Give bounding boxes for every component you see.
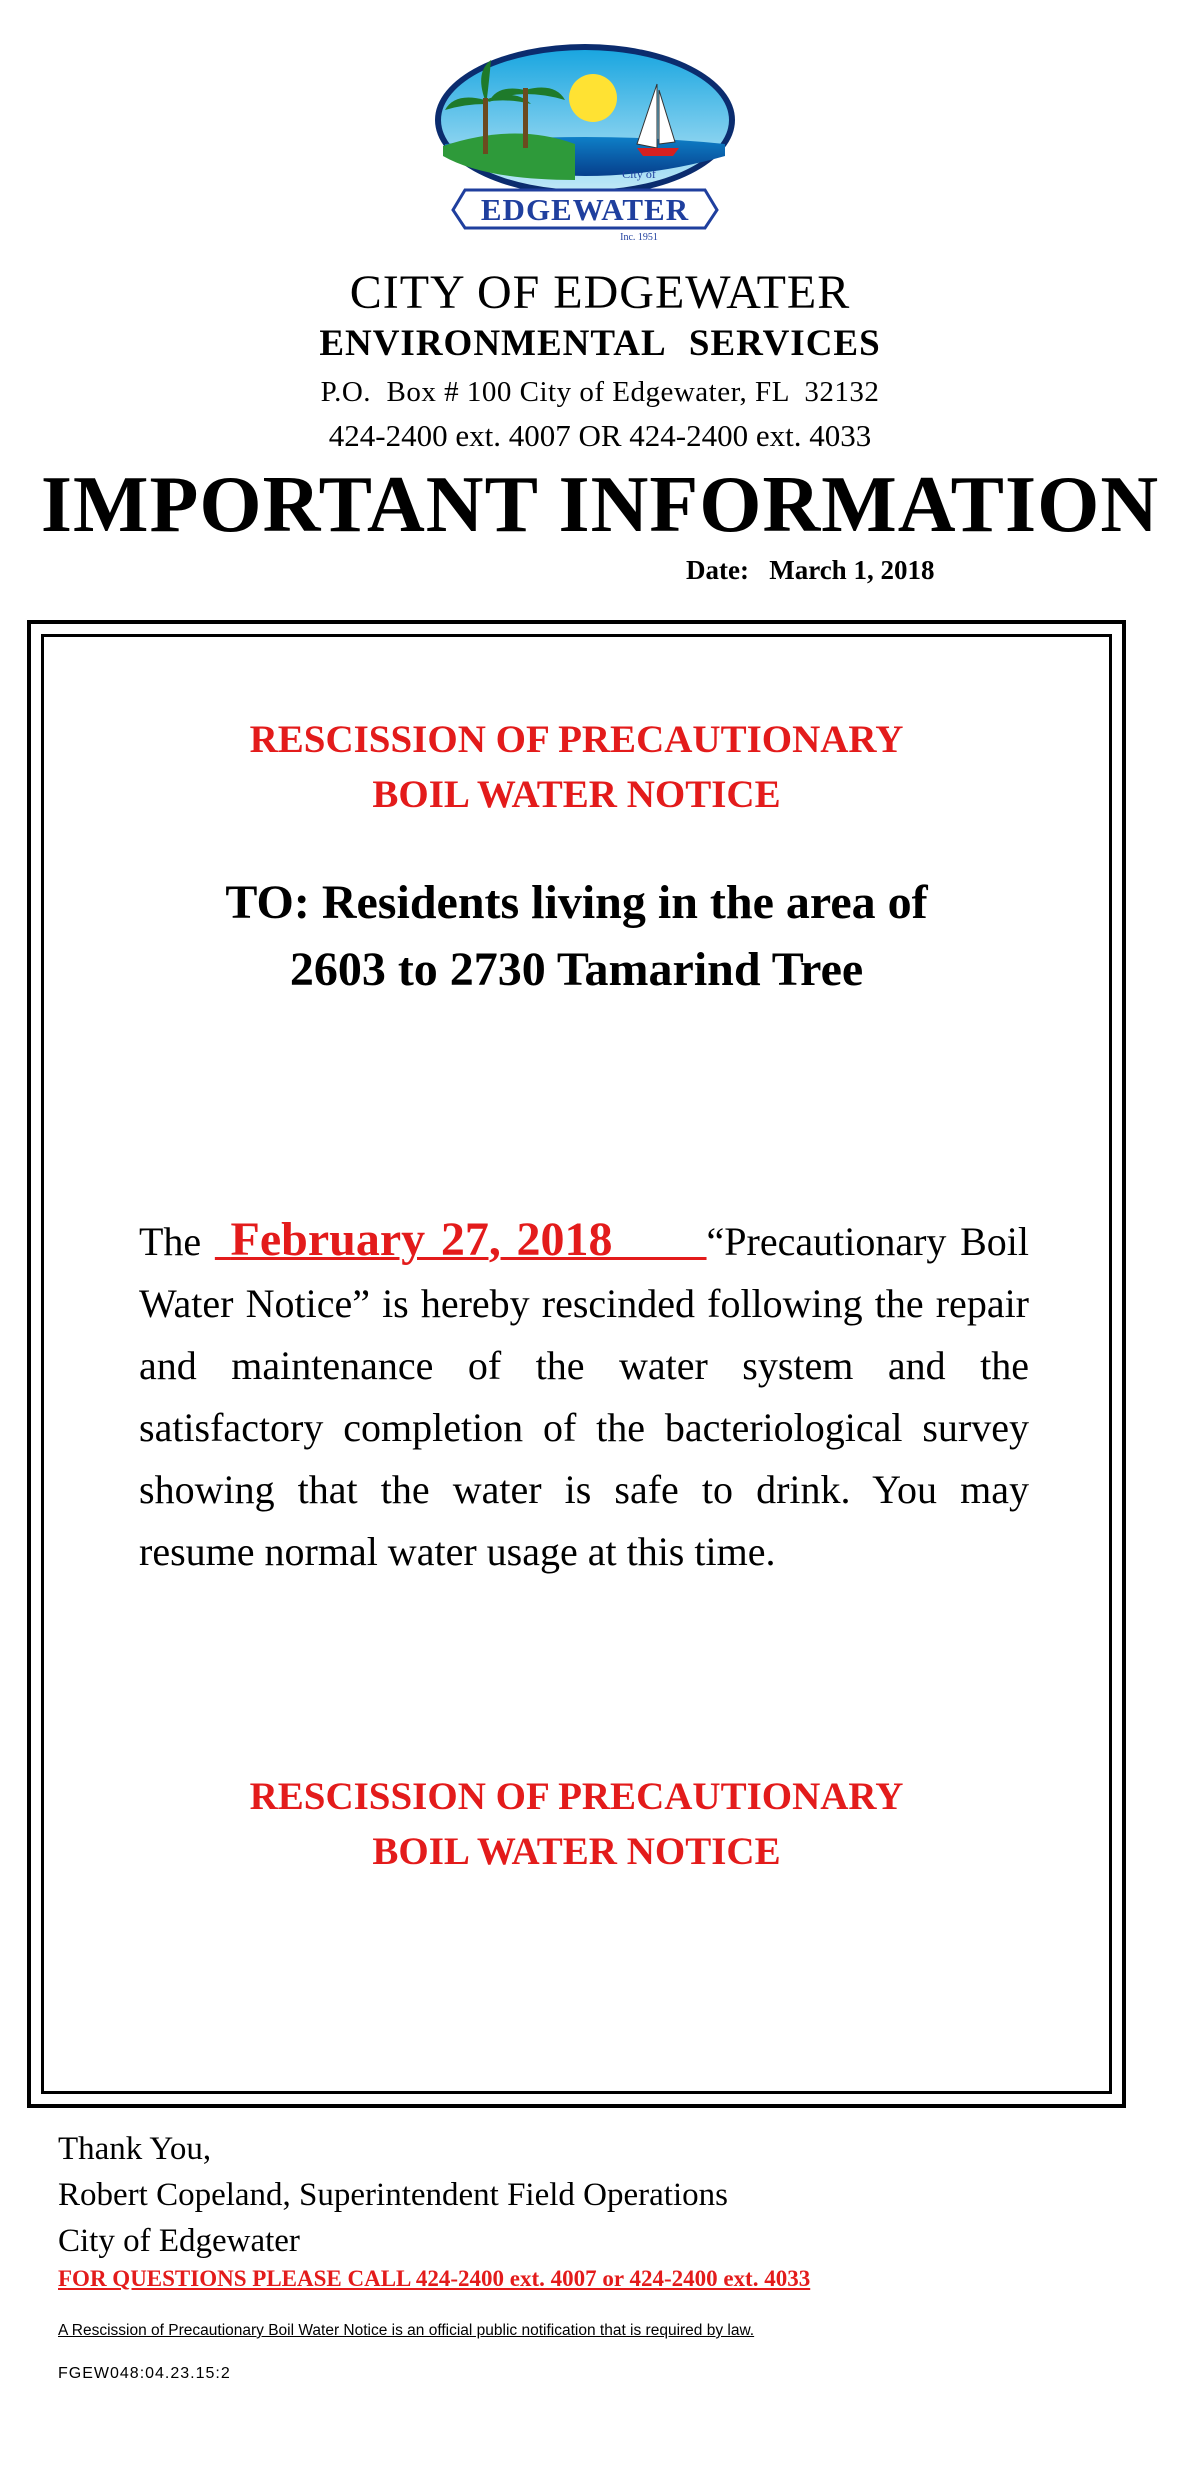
notice-heading-line-1: RESCISSION OF PRECAUTIONARY xyxy=(249,718,904,761)
notice-heading-bottom xyxy=(44,1769,1109,1879)
signature-block xyxy=(58,2126,728,2264)
recipient-block xyxy=(44,869,1109,1003)
notice-inner-border xyxy=(41,634,1112,2094)
city-logo xyxy=(425,40,745,250)
recipient-line-1: TO: Residents living in the area of xyxy=(225,876,928,929)
notice-heading-line-2: BOIL WATER NOTICE xyxy=(372,773,781,816)
notice-box xyxy=(27,620,1126,2108)
recipient-line-2: 2603 to 2730 Tamarind Tree xyxy=(289,943,864,996)
city-name: CITY OF EDGEWATER xyxy=(349,266,851,319)
logo-small-text: City of xyxy=(622,167,656,181)
phone-numbers: 424-2400 ext. 4007 OR 424-2400 ext. 4033 xyxy=(328,418,872,453)
thanks-line: Thank You, xyxy=(58,2131,212,2167)
organization-line: City of Edgewater xyxy=(58,2223,300,2259)
department-name: ENVIRONMENTAL SERVICES xyxy=(319,323,881,364)
form-code: FGEW048:04.23.15:2 xyxy=(58,2365,231,2382)
body-text: “Precautionary Boil Water Notice” is hereby rescinded following the repair and maintenance of the water system and the satisfactory completion of the bacteriological survey showing that the water is safe to drink. You may resume normal water usage at this time. xyxy=(139,1219,1029,1574)
notice-date xyxy=(686,555,934,586)
notice-heading-bottom-line-2: BOIL WATER NOTICE xyxy=(372,1830,781,1873)
logo-inc-text: Inc. 1951 xyxy=(620,232,658,243)
page-title: IMPORTANT INFORMATION xyxy=(40,461,1160,549)
logo-city-name: EDGEWATER xyxy=(480,192,690,227)
legal-notice: A Rescission of Precautionary Boil Water Notice is an official public notification that is required by law. xyxy=(58,2322,755,2339)
notice-heading-bottom-line-1: RESCISSION OF PRECAUTIONARY xyxy=(249,1775,904,1818)
mailing-address: P.O. Box # 100 City of Edgewater, FL 32132 xyxy=(320,376,880,408)
body-prefix: The xyxy=(139,1219,215,1264)
questions-contact: FOR QUESTIONS PLEASE CALL 424-2400 ext. 4007 or 424-2400 ext. 4033 xyxy=(58,2266,811,2291)
date-label: Date: xyxy=(686,555,749,585)
notice-body xyxy=(139,1209,1029,1583)
date-value: March 1, 2018 xyxy=(769,555,935,585)
rescinded-notice-date: February 27, 2018 xyxy=(230,1213,613,1266)
signer-line: Robert Copeland, Superintendent Field Operations xyxy=(58,2177,728,2213)
notice-heading-top xyxy=(44,712,1109,822)
